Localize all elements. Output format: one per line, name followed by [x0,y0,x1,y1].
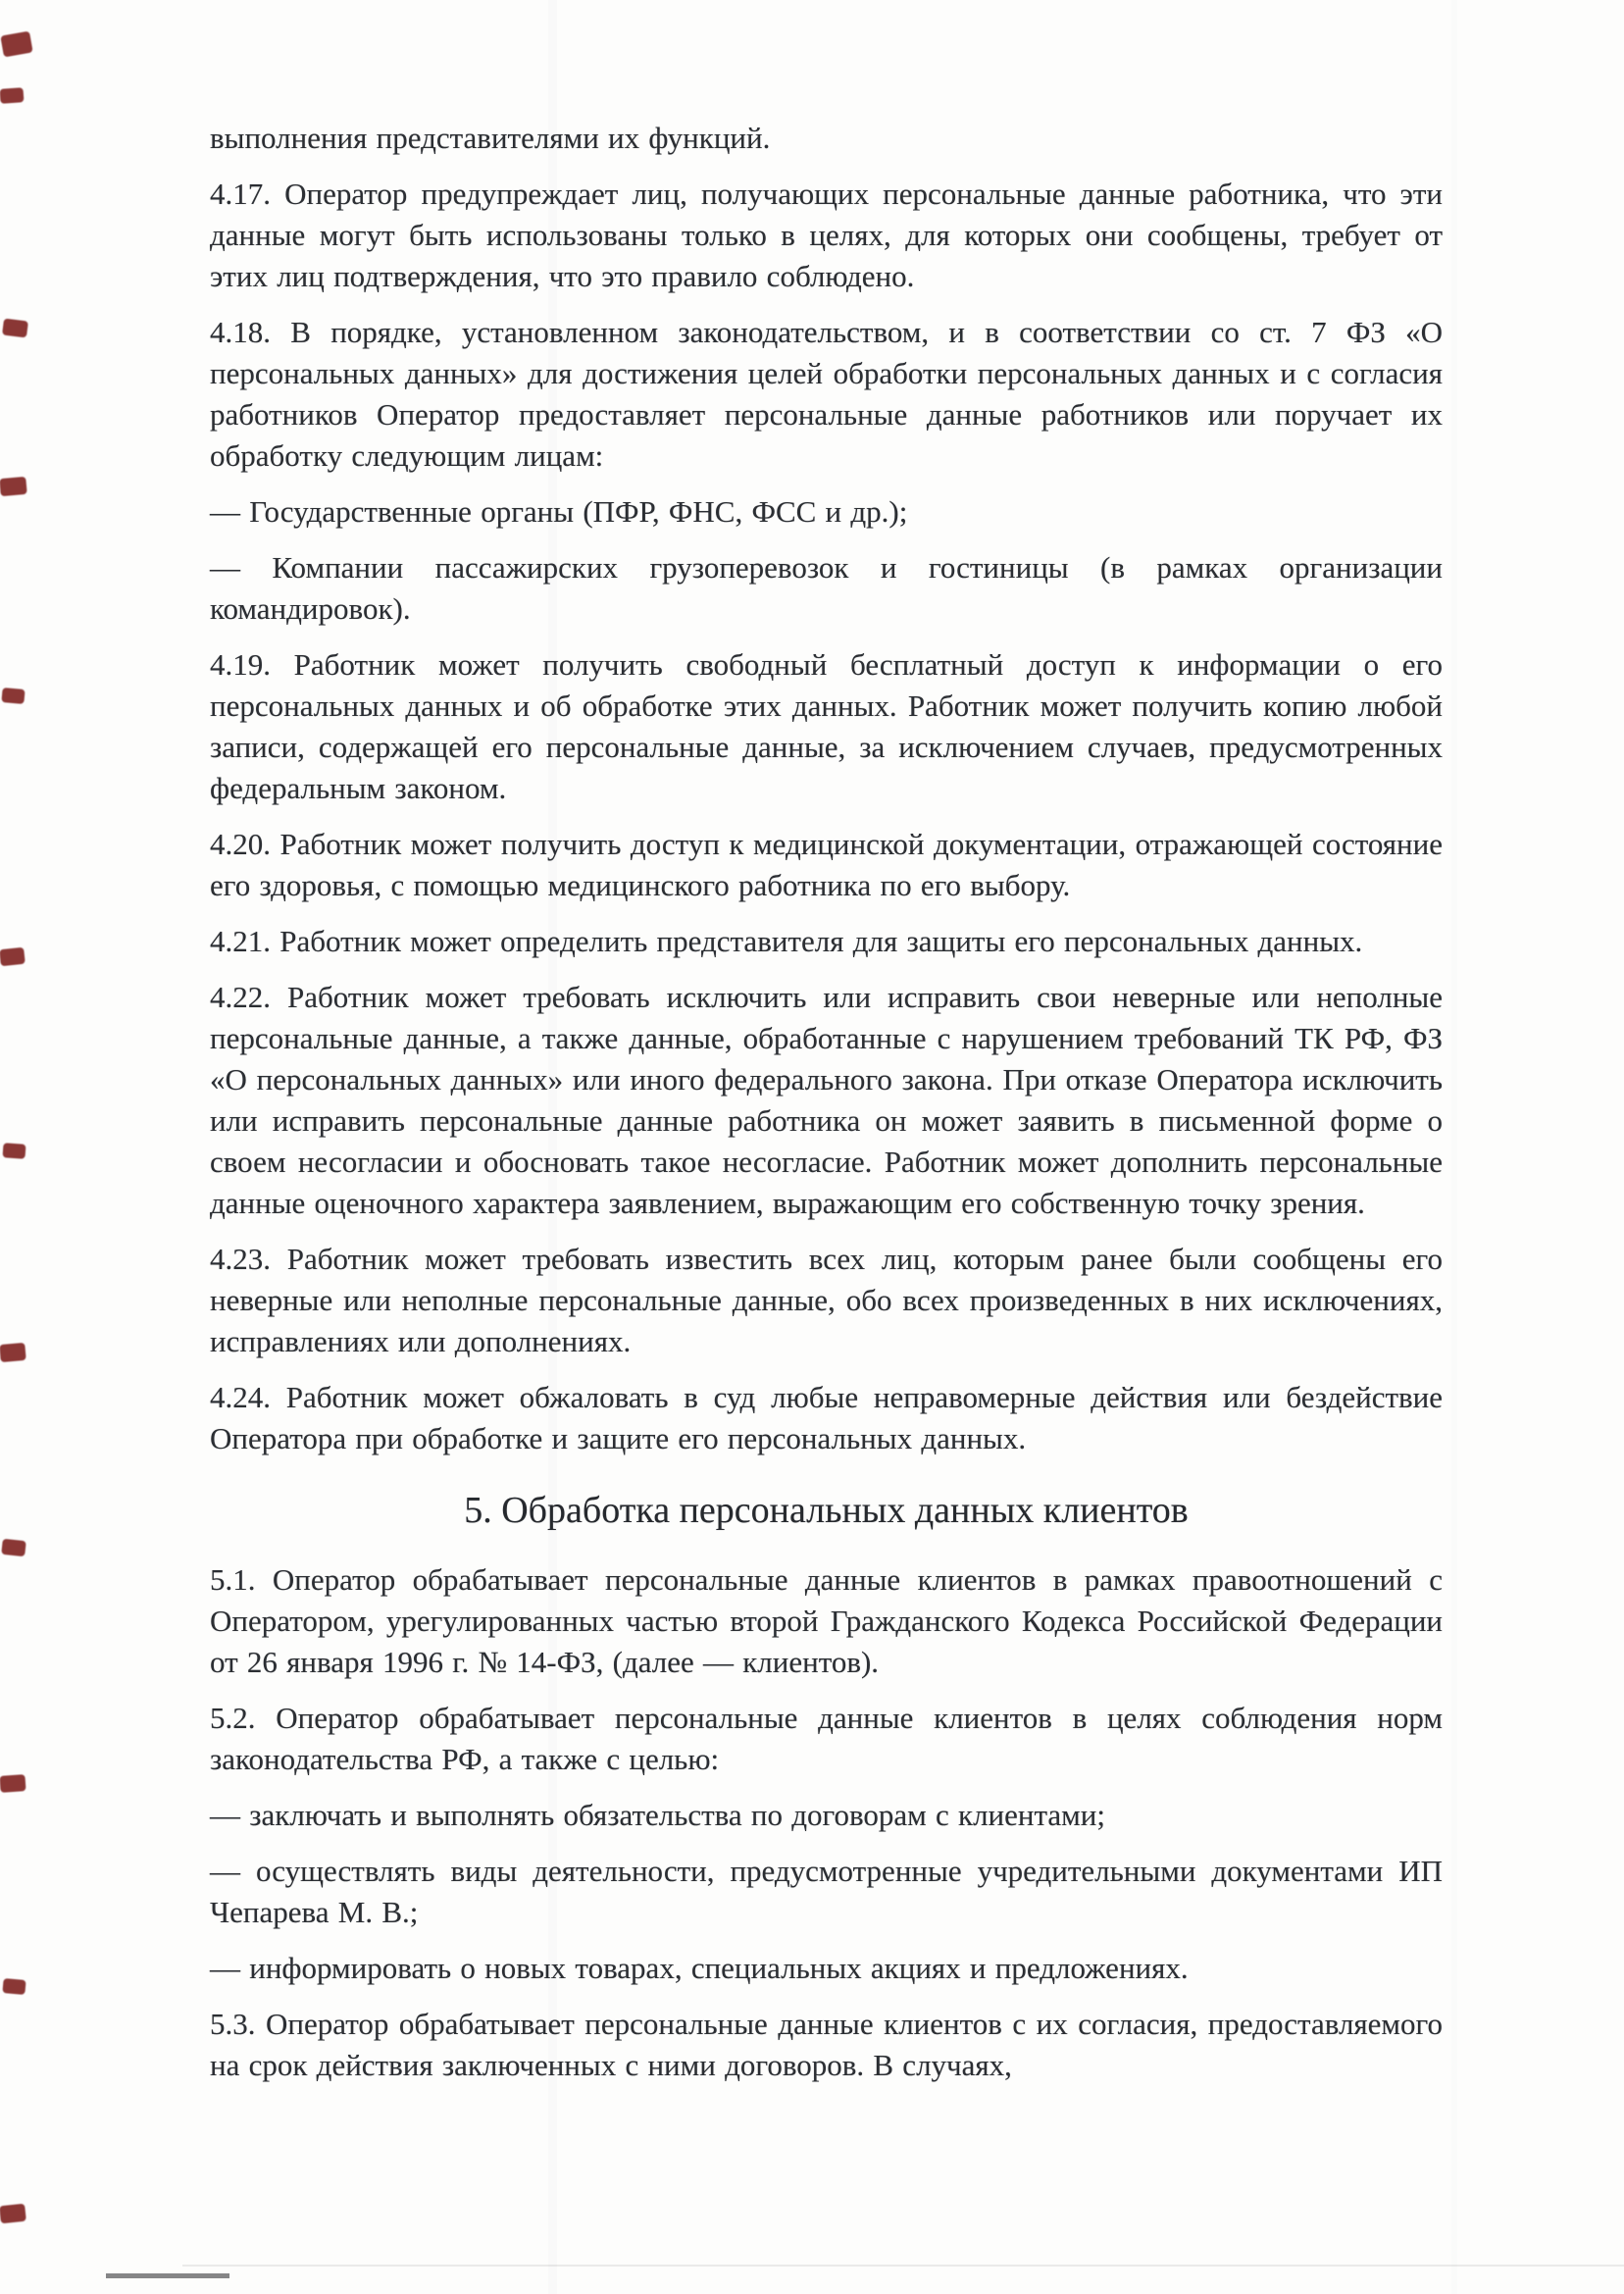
list-item-transport-companies: — Компании пассажирских грузоперевозок и гостиницы (в рамках организации командировок). [210,550,1443,626]
paragraph-4-18: 4.18. В порядке, установленном законодательством, и в соответствии со ст. 7 ФЗ «О персональных данных» для достижения целей обработки персональных данных и с согласия работников Оператор предоставляет персональные данные работников или поручает их обработку следующим лицам: [210,315,1443,473]
text-column [210,118,1443,2101]
paragraph-4-22: 4.22. Работник может требовать исключить или исправить свои неверные или неполные персональные данные, а также данные, обработанные с нарушением требований ТК РФ, ФЗ «О персональных данных» или иного федерального закона. При отказе Оператора исключить или исправить персональные данные работника он может заявить в письменной форме о своем несогласии и обосновать такое несогласие. Работник может дополнить персональные данные оценочного характера заявлением, выражающим его собственную точку зрения. [210,980,1443,1220]
paragraph-4-21: 4.21. Работник может определить представителя для защиты его персональных данных. [210,924,1363,958]
red-edge-mark [1,688,25,704]
red-edge-mark [0,87,24,104]
section-5-heading: 5. Обработка персональных данных клиентов [464,1490,1189,1531]
scan-streak-artifact [1451,0,1457,2294]
paragraph-4-24: 4.24. Работник может обжаловать в суд любые неправомерные действия или бездействие Оператора при обработке и защите его персональных данных. [210,1380,1443,1455]
red-edge-mark [0,2204,26,2224]
list-item-inform-offers: — информировать о новых товарах, специальных акциях и предложениях. [210,1951,1189,1985]
scan-line-artifact [182,2265,1624,2267]
red-edge-mark [0,31,32,58]
list-item-statutory-activities: — осуществлять виды деятельности, предусмотренные учредительными документами ИП Чепарева М. В.; [210,1854,1443,1929]
paragraph-4-19: 4.19. Работник может получить свободный бесплатный доступ к информации о его персональных данных и об обработке этих данных. Работник может получить копию любой записи, содержащей его персональные данные, за исключением случаев, предусмотренных федеральным законом. [210,647,1443,805]
paragraph-5-3: 5.3. Оператор обрабатывает персональные данные клиентов с их согласия, предоставляемого на срок действия заключенных с ними договоров. В случаях, [210,2007,1443,2082]
paragraph-4-23: 4.23. Работник может требовать известить всех лиц, которым ранее были сообщены его неверные или неполные персональные данные, обо всех произведенных в них исключениях, исправлениях или дополнениях. [210,1242,1443,1358]
red-edge-mark [0,477,27,496]
red-edge-mark [1,1539,26,1556]
red-edge-mark [0,1343,26,1362]
paragraph-5-2: 5.2. Оператор обрабатывает персональные данные клиентов в целях соблюдения норм законодательства РФ, а также с целью: [210,1701,1443,1776]
red-edge-mark [2,319,28,338]
paragraph-5-1: 5.1. Оператор обрабатывает персональные данные клиентов в рамках правоотношений с Оператором, урегулированных частью второй Гражданского Кодекса Российской Федерации от 26 января 1996 г. № 14-ФЗ, (далее — клиентов). [210,1562,1443,1679]
list-item-state-bodies: — Государственные органы (ПФР, ФНС, ФСС и др.); [210,494,908,529]
paragraph-4-20: 4.20. Работник может получить доступ к медицинской документации, отражающей состояние его здоровья, с помощью медицинского работника по его выбору. [210,827,1443,902]
red-edge-mark [2,1978,25,1995]
list-item-contract-obligations: — заключать и выполнять обязательства по договорам с клиентами; [210,1798,1105,1832]
scan-bar-artifact [106,2273,229,2278]
red-edge-mark [3,1143,26,1159]
red-edge-mark [0,1774,26,1793]
paragraph-4-17: 4.17. Оператор предупреждает лиц, получающих персональные данные работника, что эти данные могут быть использованы только в целях, для которых они сообщены, требует от этих лиц подтверждения, что это правило соблюдено. [210,177,1443,293]
red-edge-mark [0,947,25,967]
paragraph-continuation: выполнения представителями их функций. [210,121,771,155]
